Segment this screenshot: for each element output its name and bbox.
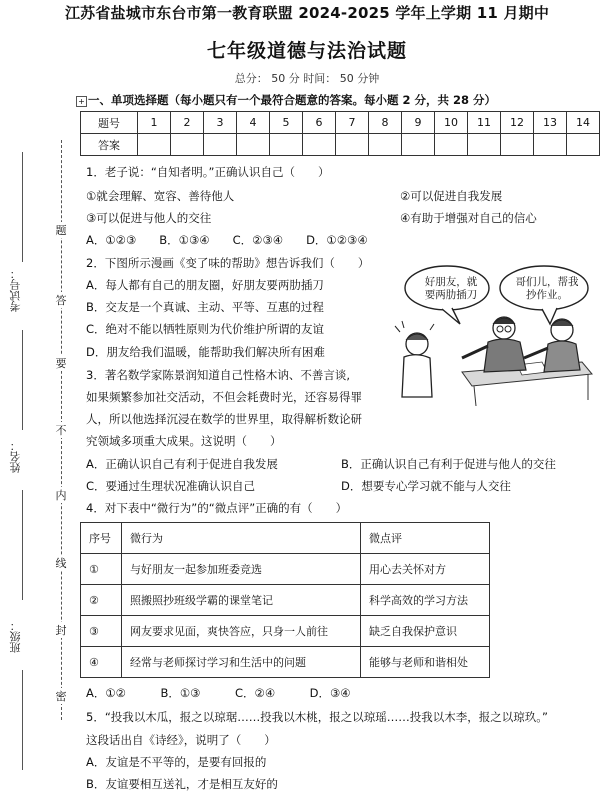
binding-line-top	[22, 152, 23, 262]
answer-table-answer-row	[81, 134, 600, 156]
q4-choices: A．①② B．①③ C．②④ D．③④	[86, 686, 351, 700]
answer-cell[interactable]	[501, 134, 534, 156]
row-index: ①	[81, 554, 122, 585]
header-cell: 微行为	[122, 523, 361, 554]
answer-cell[interactable]	[237, 134, 270, 156]
q1-statement-3: ③可以促进与他人的交往	[86, 211, 212, 225]
answer-cell[interactable]	[402, 134, 435, 156]
seal-char: 内	[55, 489, 67, 502]
q5-option-b: B．友谊要相互送礼，才是相互友好的	[86, 777, 278, 791]
exam-number-label: 考试号：	[9, 268, 22, 312]
q1-choices: A．①②③ B．①③④ C．②③④ D．①②③④	[86, 233, 368, 247]
answer-cell[interactable]	[171, 134, 204, 156]
row-comment: 用心去关怀对方	[361, 554, 490, 585]
answer-cell[interactable]	[567, 134, 600, 156]
exam-header-title: 江苏省盐城市东台市第一教育联盟 2024-2025 学年上学期 11 月期中	[64, 4, 550, 22]
seal-char: 要	[55, 357, 67, 370]
row-behavior: 与好朋友一起参加班委竞选	[122, 554, 361, 585]
q1-statement-1: ①就会理解、宽容、善待他人	[86, 189, 235, 203]
question-number-cell: 3	[204, 112, 237, 134]
q2-option-b: B．交友是一个真诚、主动、平等、互惠的过程	[86, 300, 324, 314]
q2-option-c: C．绝对不能以牺牲原则为代价维护所谓的友谊	[86, 322, 325, 336]
seal-char: 线	[55, 557, 67, 570]
question-number-cell: 4	[237, 112, 270, 134]
question-number-cell: 11	[468, 112, 501, 134]
binding-line-bottom	[22, 670, 23, 770]
question-number-cell: 5	[270, 112, 303, 134]
row-index: ④	[81, 647, 122, 678]
binding-line-mid1	[22, 330, 23, 430]
answer-table-number-row	[81, 112, 600, 134]
q1-stem: 1．老子说：“自知者明。”正确认识自己（ ）	[86, 165, 330, 179]
q3-option-a: A．正确认识自己有利于促进自我发展	[86, 457, 278, 471]
answer-cell[interactable]	[435, 134, 468, 156]
answer-row-label: 答案	[81, 134, 138, 156]
binding-line-mid2	[22, 490, 23, 600]
row-behavior: 照搬照抄班级学霸的课堂笔记	[122, 585, 361, 616]
seal-char: 封	[55, 624, 67, 637]
answer-cell[interactable]	[336, 134, 369, 156]
q3-option-c: C．要通过生理状况准确认识自己	[86, 479, 256, 493]
speech-bubble-left: 好朋友，就要两肋插刀	[424, 276, 478, 301]
answer-cell[interactable]	[468, 134, 501, 156]
table-row	[81, 616, 490, 647]
row-comment: 缺乏自我保护意识	[361, 616, 490, 647]
answer-cell[interactable]	[270, 134, 303, 156]
speech-bubble-right: 哥们儿，帮我抄作业。	[515, 276, 579, 301]
name-label: 姓名：	[9, 440, 22, 473]
seal-char: 密	[55, 690, 67, 703]
answer-table	[80, 111, 600, 156]
row-behavior: 经常与老师探讨学习和生活中的问题	[122, 647, 361, 678]
answer-cell[interactable]	[303, 134, 336, 156]
question-number-cell: 1	[138, 112, 171, 134]
question-number-cell: 2	[171, 112, 204, 134]
q3-line-2: 如果频繁参加社交活动，不但会耗费时光，还容易得罪	[86, 390, 362, 404]
table-row	[81, 647, 490, 678]
answer-cell[interactable]	[138, 134, 171, 156]
q5-line-1: 5．“投我以木瓜，报之以琼琚……投我以木桃，报之以琼瑶……投我以木李，报之以琼玖。”	[86, 710, 548, 724]
seal-char: 题	[55, 224, 67, 237]
q1-statement-4: ④有助于增强对自己的信心	[400, 211, 537, 225]
seal-char: 不	[55, 424, 67, 437]
score-time-info: 总分： 50 分 时间： 50 分钟	[234, 72, 380, 85]
class-label: 班级：	[9, 620, 22, 653]
q3-line-3: 人，所以他选择沉浸在数学的世界里，取得解析数论研	[86, 412, 362, 426]
answer-cell[interactable]	[369, 134, 402, 156]
row-comment: 能够与老师和谐相处	[361, 647, 490, 678]
row-index: ②	[81, 585, 122, 616]
number-row-label: 题号	[81, 112, 138, 134]
question-number-cell: 13	[534, 112, 567, 134]
table-row	[81, 585, 490, 616]
q2-option-a: A．每人都有自己的朋友圈，好朋友要两肋插刀	[86, 278, 324, 292]
answer-cell[interactable]	[204, 134, 237, 156]
q3-option-b: B．正确认识自己有利于促进与他人的交往	[341, 457, 556, 471]
q4-behavior-table	[80, 522, 490, 678]
q2-stem: 2．下图所示漫画《变了味的帮助》想告诉我们（ ）	[86, 256, 370, 270]
q2-option-d: D．朋友给我们温暖，能帮助我们解决所有困难	[86, 345, 325, 359]
q5-line-2: 这段话出自《诗经》，说明了（ ）	[86, 733, 276, 747]
question-number-cell: 7	[336, 112, 369, 134]
question-number-cell: 8	[369, 112, 402, 134]
seal-char: 答	[55, 294, 67, 307]
question-number-cell: 6	[303, 112, 336, 134]
table-move-handle-icon[interactable]: +	[76, 96, 87, 107]
exam-subject-title: 七年级道德与法治试题	[206, 40, 407, 62]
q3-line-4: 究领域多项重大成果。这说明（ ）	[86, 434, 282, 448]
table-header-row	[81, 523, 490, 554]
header-cell: 序号	[81, 523, 122, 554]
q3-option-d: D．想要专心学习就不能与人交往	[341, 479, 511, 493]
q5-option-a: A．友谊是不平等的，是要有回报的	[86, 755, 267, 769]
question-number-cell: 9	[402, 112, 435, 134]
question-number-cell: 10	[435, 112, 468, 134]
q1-statement-2: ②可以促进自我发展	[400, 189, 503, 203]
q3-line-1: 3．著名数学家陈景润知道自己性格木讷、不善言谈,	[86, 368, 350, 382]
question-number-cell: 12	[501, 112, 534, 134]
row-index: ③	[81, 616, 122, 647]
row-comment: 科学高效的学习方法	[361, 585, 490, 616]
q4-stem: 4．对下表中“微行为”的“微点评”正确的有（ ）	[86, 501, 348, 515]
section-title: 一、单项选择题（每小题只有一个最符合题意的答案。每小题 2 分，共 28 分）	[88, 93, 497, 107]
header-cell: 微点评	[361, 523, 490, 554]
answer-cell[interactable]	[534, 134, 567, 156]
row-behavior: 网友要求见面，爽快答应，只身一人前往	[122, 616, 361, 647]
table-row	[81, 554, 490, 585]
question-number-cell: 14	[567, 112, 600, 134]
